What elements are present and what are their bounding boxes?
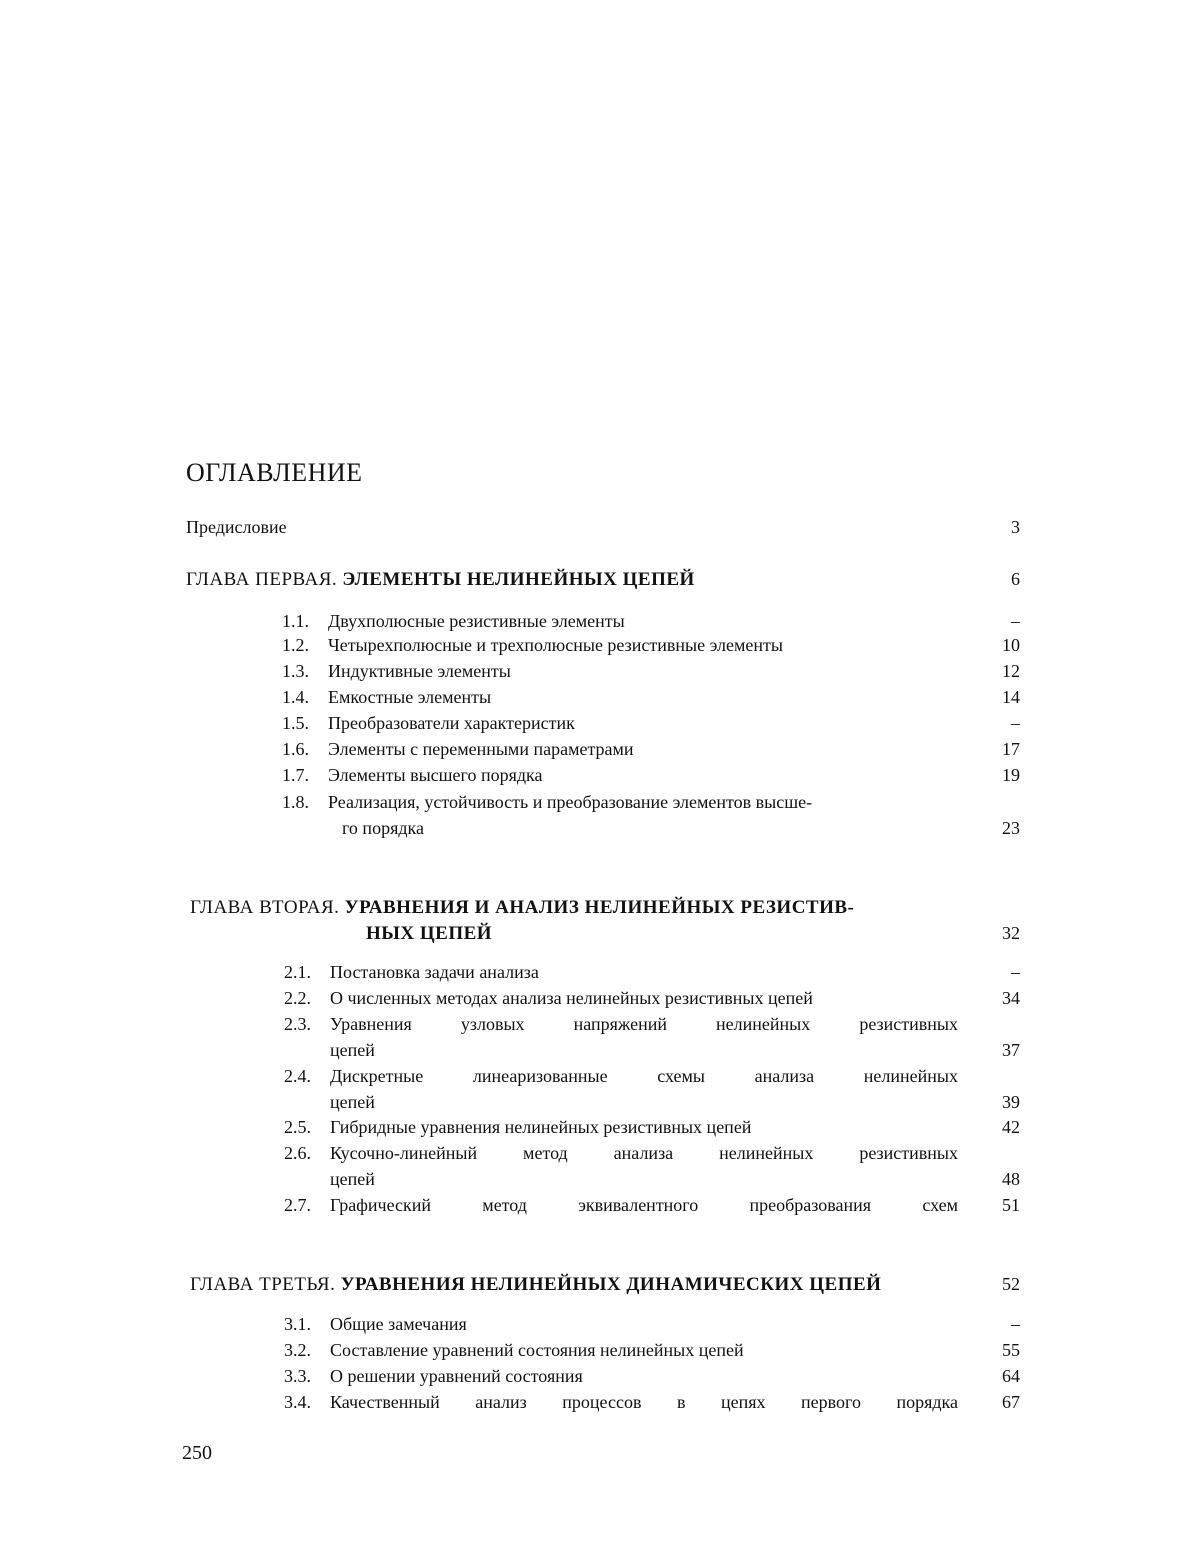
- section-number: 2.6.: [284, 1143, 311, 1163]
- chapter-title: УРАВНЕНИЯ И АНАЛИЗ НЕЛИНЕЙНЫХ РЕЗИСТИВ-: [344, 897, 855, 918]
- entry-page: –: [1011, 962, 1020, 982]
- entry-title: Составление уравнений состояния нелинейных цепей: [330, 1340, 750, 1360]
- entry-title[interactable]: Графический метод эквивалентного преобразования схем: [330, 1195, 958, 1215]
- entry-title: Двухполюсные резистивные элементы: [328, 611, 631, 631]
- chapter-heading[interactable]: [190, 1271, 960, 1299]
- section-number: 1.6.: [282, 739, 309, 759]
- entry-title[interactable]: О численных методах анализа нелинейных резистивных цепей: [330, 988, 813, 1008]
- entry-page: 34: [1002, 988, 1020, 1008]
- entry-page: 23: [1002, 818, 1020, 838]
- entry-page: –: [1011, 1314, 1020, 1334]
- entry-title: О решении уравнений состояния: [330, 1366, 589, 1386]
- entry-title: Предисловие: [186, 517, 293, 537]
- section-number: 3.4.: [284, 1392, 311, 1412]
- entry-title-continuation: цепей: [330, 1040, 381, 1060]
- entry-title: Элементы высшего порядка: [328, 765, 549, 785]
- entry-page: 42: [1002, 1117, 1020, 1137]
- toc-entry[interactable]: [330, 1114, 961, 1140]
- entry-page: 37: [1002, 1040, 1020, 1060]
- chapter-page: 52: [1002, 1274, 1020, 1294]
- toc-entry[interactable]: [330, 1363, 961, 1389]
- toc-title: ОГЛАВЛЕНИЕ: [186, 458, 363, 487]
- chapter-label: ГЛАВА ТРЕТЬЯ.: [190, 1274, 336, 1295]
- toc-entry[interactable]: [328, 658, 961, 684]
- entry-page: 48: [1002, 1169, 1020, 1189]
- toc-entry[interactable]: [328, 608, 961, 634]
- toc-entry-continuation[interactable]: [330, 1166, 961, 1192]
- toc-entry[interactable]: [328, 736, 961, 762]
- toc-entry-continuation[interactable]: [342, 815, 961, 841]
- entry-title[interactable]: Качественный анализ процессов в цепях первого порядка: [330, 1392, 958, 1412]
- entry-page: 19: [1002, 765, 1020, 785]
- entry-title: Общие замечания: [330, 1314, 473, 1334]
- chapter-label: ГЛАВА ПЕРВАЯ.: [186, 569, 338, 590]
- section-number: 2.1.: [284, 962, 311, 982]
- toc-entry[interactable]: [328, 632, 961, 658]
- entry-page: –: [1011, 611, 1020, 631]
- toc-entry[interactable]: [328, 684, 961, 710]
- toc-entry[interactable]: [330, 959, 961, 985]
- entry-page: 51: [1002, 1195, 1020, 1215]
- entry-title: Элементы с переменными параметрами: [328, 739, 640, 759]
- toc-entry[interactable]: [330, 1311, 961, 1337]
- entry-page: –: [1011, 713, 1020, 733]
- entry-page: 39: [1002, 1092, 1020, 1112]
- entry-page: 17: [1002, 739, 1020, 759]
- chapter-heading[interactable]: [186, 566, 961, 594]
- section-number: 2.5.: [284, 1117, 311, 1137]
- section-number: 3.1.: [284, 1314, 311, 1334]
- page-number: 250: [182, 1442, 212, 1464]
- section-number: 3.3.: [284, 1366, 311, 1386]
- entry-title-continuation: цепей: [330, 1169, 381, 1189]
- chapter-label: ГЛАВА ВТОРАЯ.: [190, 897, 340, 918]
- entry-page: 3: [1011, 517, 1020, 537]
- entry-title[interactable]: Кусочно-линейный метод анализа нелинейных резистивных: [330, 1143, 958, 1163]
- entry-page: 14: [1002, 687, 1020, 707]
- entry-page: 12: [1002, 661, 1020, 681]
- toc-entry-continuation[interactable]: [330, 1089, 961, 1115]
- chapter-heading[interactable]: [190, 894, 960, 922]
- chapter-page: 6: [1011, 569, 1020, 589]
- entry-title-continuation: цепей: [330, 1092, 381, 1112]
- section-number: 1.2.: [282, 635, 309, 655]
- section-number: 1.4.: [282, 687, 309, 707]
- toc-entry[interactable]: [328, 710, 961, 736]
- entry-page: 10: [1002, 635, 1020, 655]
- chapter-heading-continuation[interactable]: [366, 920, 961, 948]
- entry-title: Четырехполюсные и трехполюсные резистивные элементы: [328, 635, 789, 655]
- section-number: 3.2.: [284, 1340, 311, 1360]
- entry-title[interactable]: Реализация, устойчивость и преобразование элементов высше-: [328, 792, 813, 812]
- entry-page: 55: [1002, 1340, 1020, 1360]
- section-number: 2.7.: [284, 1195, 311, 1215]
- entry-title[interactable]: Дискретные линеаризованные схемы анализа нелинейных: [330, 1066, 958, 1086]
- chapter-title: ЭЛЕМЕНТЫ НЕЛИНЕЙНЫХ ЦЕПЕЙ: [342, 569, 695, 590]
- toc-entry[interactable]: [330, 1337, 961, 1363]
- chapter-page: 32: [1002, 923, 1020, 943]
- section-number: 1.1.: [282, 611, 309, 631]
- chapter-title: УРАВНЕНИЯ НЕЛИНЕЙНЫХ ДИНАМИЧЕСКИХ ЦЕПЕЙ: [340, 1274, 882, 1295]
- section-number: 2.4.: [284, 1066, 311, 1086]
- toc-entry-continuation[interactable]: [330, 1037, 961, 1063]
- entry-title: Постановка задачи анализа: [330, 962, 545, 982]
- toc-entry-preface[interactable]: [186, 514, 961, 540]
- entry-title: Индуктивные элементы: [328, 661, 517, 681]
- chapter-title-continuation: НЫХ ЦЕПЕЙ: [366, 923, 498, 944]
- entry-title: Преобразователи характеристик: [328, 713, 581, 733]
- section-number: 1.7.: [282, 765, 309, 785]
- entry-title[interactable]: Уравнения узловых напряжений нелинейных резистивных: [330, 1014, 958, 1034]
- section-number: 1.5.: [282, 713, 309, 733]
- entry-title-continuation: го порядка: [342, 818, 430, 838]
- entry-title: Емкостные элементы: [328, 687, 497, 707]
- section-number: 2.3.: [284, 1014, 311, 1034]
- section-number: 1.8.: [282, 792, 309, 812]
- entry-page: 64: [1002, 1366, 1020, 1386]
- entry-page: 67: [1002, 1392, 1020, 1412]
- section-number: 1.3.: [282, 661, 309, 681]
- entry-title: Гибридные уравнения нелинейных резистивных цепей: [330, 1117, 757, 1137]
- section-number: 2.2.: [284, 988, 311, 1008]
- toc-entry[interactable]: [328, 762, 961, 788]
